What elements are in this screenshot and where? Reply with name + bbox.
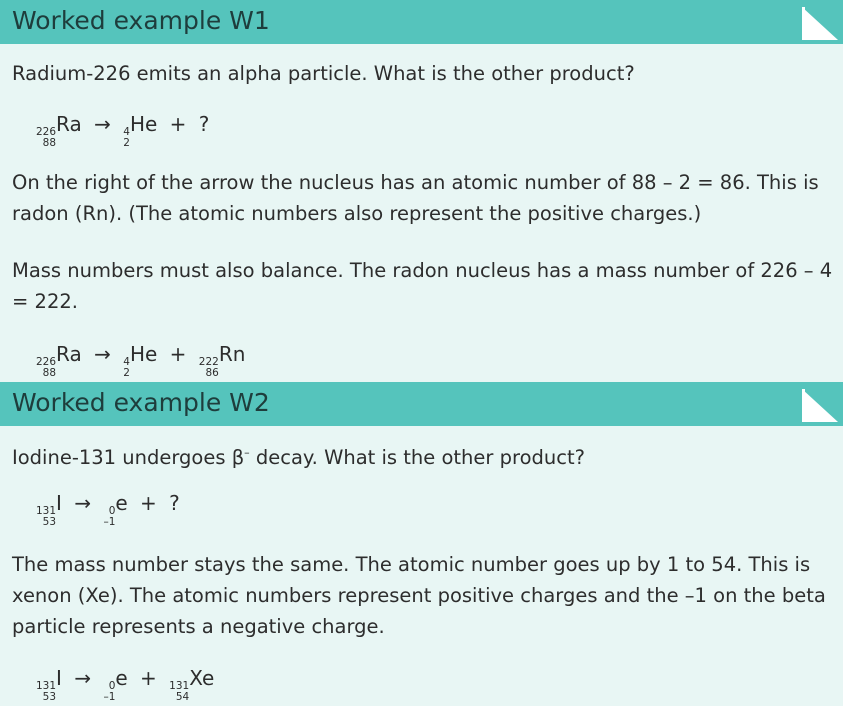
- w2-paragraph-1: The mass number stays the same. The atomic number goes up by 1 to 54. This is xenon (Xe). The atomic numbers represent positive charges and the –1 on the beta particle represents a negative charge.: [12, 553, 826, 638]
- mass-number: 0: [108, 680, 116, 692]
- charge-number: –1: [103, 516, 116, 528]
- plus-sign: +: [169, 112, 187, 136]
- mass-number: 4: [123, 356, 130, 368]
- element-symbol: e: [115, 666, 128, 690]
- mass-number: 226: [36, 126, 57, 138]
- element-symbol: I: [56, 666, 62, 690]
- corner-triangle-icon: [802, 389, 838, 422]
- w1-question: Radium-226 emits an alpha particle. What is the other product?: [12, 62, 635, 85]
- w1-equation-2: [36, 342, 245, 382]
- iodine-nuclide: [36, 491, 62, 528]
- arrow: →: [94, 342, 111, 366]
- element-symbol: e: [115, 491, 128, 515]
- element-symbol: I: [56, 491, 62, 515]
- w2-header: [0, 382, 843, 426]
- radium-nuclide: [36, 112, 82, 149]
- mass-number: 4: [123, 126, 130, 138]
- atomic-number: 2: [123, 137, 130, 149]
- atomic-number: 86: [205, 367, 219, 379]
- atomic-number: 53: [42, 516, 57, 528]
- w2-equation-1: [36, 491, 180, 531]
- helium-nuclide: [123, 112, 157, 149]
- helium-nuclide: [123, 342, 157, 379]
- mass-number: 131: [169, 680, 190, 692]
- plus-sign: +: [169, 342, 187, 366]
- w1-paragraph-1: On the right of the arrow the nucleus has an atomic number of 88 – 2 = 86. This is radon (Rn). (The atomic numbers also represent the positive charges.): [12, 171, 819, 225]
- electron-particle: [103, 491, 127, 528]
- question-text-start: Iodine-131 undergoes β: [12, 446, 245, 469]
- element-symbol: Xe: [189, 666, 215, 690]
- element-symbol: He: [129, 342, 158, 366]
- question-text-end: decay. What is the other product?: [249, 446, 585, 469]
- arrow: →: [74, 666, 92, 690]
- atomic-number: 54: [175, 691, 190, 703]
- atomic-number: 2: [123, 367, 130, 379]
- plus-sign: +: [140, 666, 157, 690]
- w1-header: [0, 0, 843, 44]
- w2-question: [12, 437, 837, 473]
- beta-minus-superscript: –: [244, 446, 250, 459]
- atomic-number: 53: [42, 691, 57, 703]
- xenon-nuclide: [169, 666, 214, 703]
- unknown-product: ?: [198, 112, 210, 136]
- arrow: →: [94, 112, 111, 136]
- element-symbol: He: [129, 112, 158, 136]
- element-symbol: Ra: [56, 342, 82, 366]
- electron-particle: [103, 666, 127, 703]
- charge-number: –1: [103, 691, 116, 703]
- element-symbol: Rn: [218, 342, 246, 366]
- element-symbol: Ra: [56, 112, 82, 136]
- plus-sign: +: [140, 491, 157, 515]
- w1-paragraph-2: Mass numbers must also balance. The radon nucleus has a mass number of 226 – 4 = 222.: [12, 259, 833, 313]
- atomic-number: 88: [42, 137, 57, 149]
- w1-title: Worked example W1: [12, 6, 270, 35]
- iodine-nuclide: [36, 666, 62, 703]
- mass-number: 131: [36, 680, 57, 692]
- radium-nuclide: [36, 342, 82, 379]
- w2-title: Worked example W2: [12, 388, 270, 417]
- atomic-number: 88: [42, 367, 57, 379]
- mass-number: 131: [36, 505, 57, 517]
- w1-equation-1: [36, 112, 209, 152]
- mass-number: 226: [36, 356, 57, 368]
- corner-triangle-icon: [802, 7, 838, 40]
- mass-number: 222: [198, 356, 219, 368]
- unknown-product: ?: [169, 491, 180, 515]
- w2-equation-2: [36, 666, 214, 706]
- arrow: →: [74, 491, 92, 515]
- mass-number: 0: [108, 505, 116, 517]
- radon-nuclide: [199, 342, 246, 379]
